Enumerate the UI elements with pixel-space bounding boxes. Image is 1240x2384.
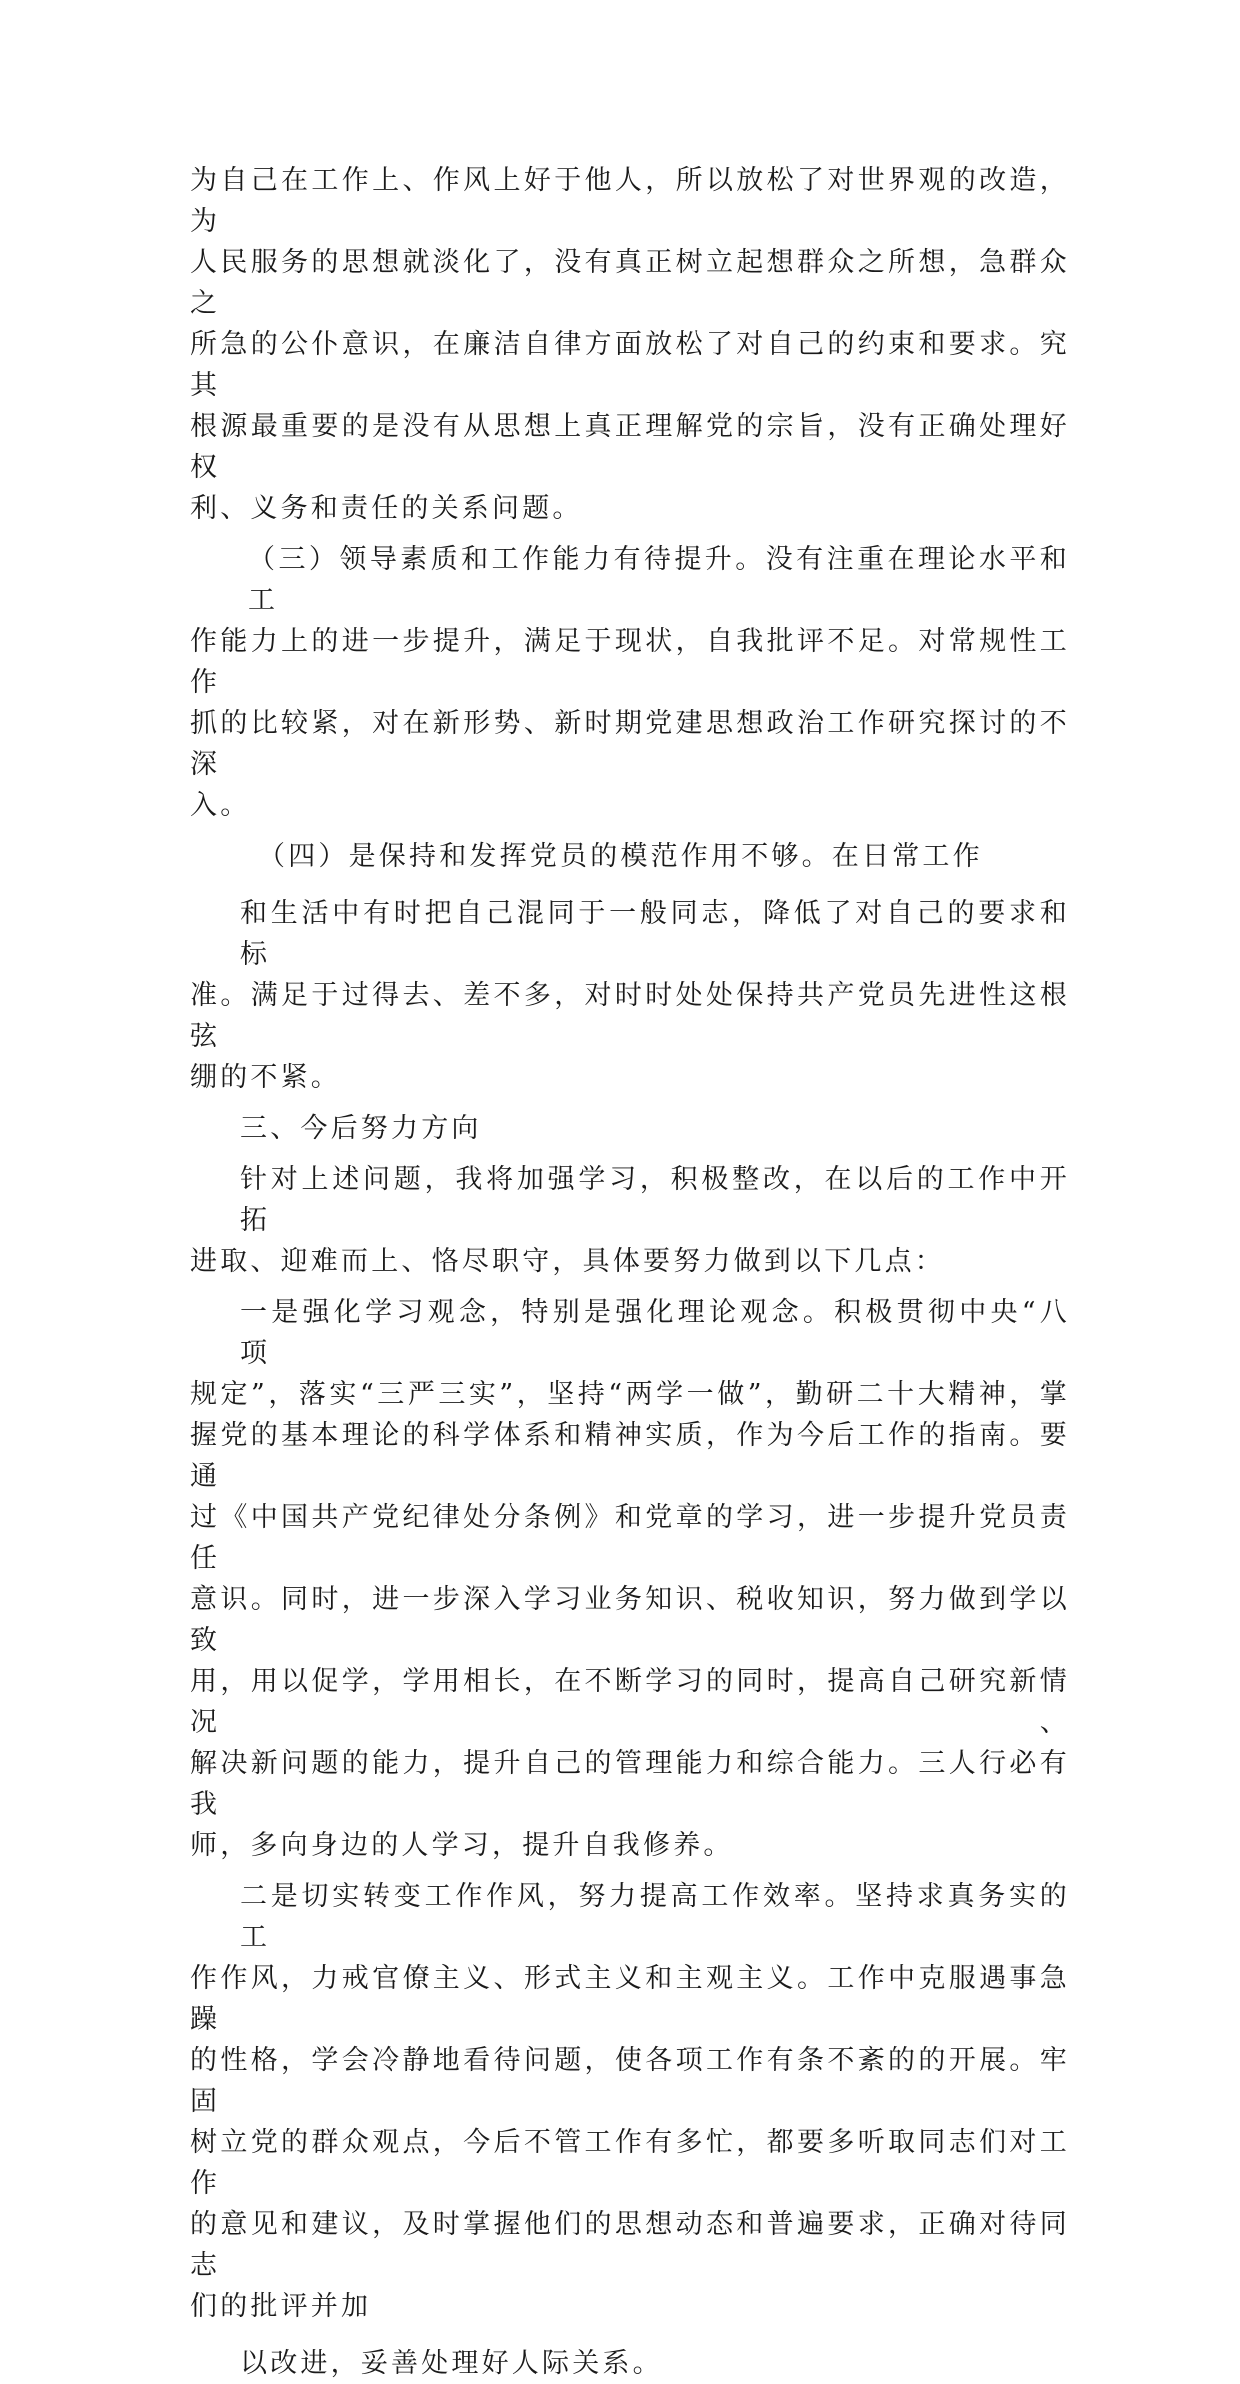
- text-line: 绷的不紧。: [190, 1062, 341, 1093]
- text-line: 树立党的群众观点，今后不管工作有多忙，都要多听取同志们对工作: [190, 2127, 1070, 2199]
- paragraph-work-style: [190, 1876, 1070, 2327]
- text-line: 们的批评并加: [190, 2291, 372, 2322]
- text-line: 作作风，力戒官僚主义、形式主义和主观主义。工作中克服遇事急躁: [190, 1963, 1070, 2035]
- document-body: [190, 160, 1070, 2384]
- text-line: 人民服务的思想就淡化了，没有真正树立起想群众之所想，急群众之: [190, 247, 1070, 319]
- text-line: 入。: [190, 790, 251, 821]
- text-line: 利、义务和责任的关系问题。: [190, 493, 583, 524]
- paragraph-leadership: [190, 539, 1070, 826]
- text-line: 的意见和建议，及时掌握他们的思想动态和普遍要求，正确对待同志: [190, 2209, 1070, 2281]
- text-line: 握党的基本理论的科学体系和精神实质，作为今后工作的指南。要通: [190, 1420, 1070, 1492]
- text-line: 所急的公仆意识，在廉洁自律方面放松了对自己的约束和要求。究其: [190, 329, 1070, 401]
- text-line: 进取、迎难而上、恪尽职守，具体要努力做到以下几点：: [190, 1246, 945, 1277]
- text-line: 二是切实转变工作作风，努力提高工作效率。坚持求真务实的工: [240, 1881, 1070, 1953]
- text-line: 根源最重要的是没有从思想上真正理解党的宗旨，没有正确处理好权: [190, 411, 1070, 483]
- paragraph-study-concept: [190, 1292, 1070, 1866]
- text-line: （四）是保持和发挥党员的模范作用不够。在日常工作: [258, 841, 983, 872]
- section-heading-future-direction: [190, 1108, 1070, 1149]
- text-line: 用，用以促学，学用相长，在不断学习的同时，提高自己研究新情况、: [190, 1666, 1070, 1738]
- text-line: 三、今后努力方向: [240, 1113, 482, 1144]
- text-line: 针对上述问题，我将加强学习，积极整改，在以后的工作中开拓: [240, 1164, 1070, 1236]
- text-line: 一是强化学习观念，特别是强化理论观念。积极贯彻中央“八项: [240, 1297, 1070, 1369]
- paragraph-worldview: [190, 160, 1070, 529]
- paragraph-role-model-heading: [190, 836, 1070, 877]
- text-line: 过《中国共产党纪律处分条例》和党章的学习，进一步提升党员责任: [190, 1502, 1070, 1574]
- paragraph-improve-relations: [190, 2343, 1070, 2384]
- text-line: 解决新问题的能力，提升自己的管理能力和综合能力。三人行必有我: [190, 1748, 1070, 1820]
- text-line: （三）领导素质和工作能力有待提升。没有注重在理论水平和工: [248, 544, 1070, 616]
- text-line: 意识。同时，进一步深入学习业务知识、税收知识，努力做到学以致: [190, 1584, 1070, 1656]
- text-line: 和生活中有时把自己混同于一般同志，降低了对自己的要求和标: [240, 898, 1070, 970]
- text-line: 准。满足于过得去、差不多，对时时处处保持共产党员先进性这根弦: [190, 980, 1070, 1052]
- paragraph-role-model-body: [190, 893, 1070, 1098]
- text-line: 规定”，落实“三严三实”，坚持“两学一做”，勤研二十大精神，掌: [190, 1379, 1070, 1410]
- text-line: 的性格，学会冷静地看待问题，使各项工作有条不紊的的开展。牢固: [190, 2045, 1070, 2117]
- text-line: 作能力上的进一步提升，满足于现状，自我批评不足。对常规性工作: [190, 626, 1070, 698]
- text-line: 为自己在工作上、作风上好于他人，所以放松了对世界观的改造，为: [190, 165, 1070, 237]
- text-line: 抓的比较紧，对在新形势、新时期党建思想政治工作研究探讨的不深: [190, 708, 1070, 780]
- text-line: 师，多向身边的人学习，提升自我修养。: [190, 1830, 734, 1861]
- text-line: 以改进，妥善处理好人际关系。: [240, 2348, 663, 2379]
- paragraph-intro-measures: [190, 1159, 1070, 1282]
